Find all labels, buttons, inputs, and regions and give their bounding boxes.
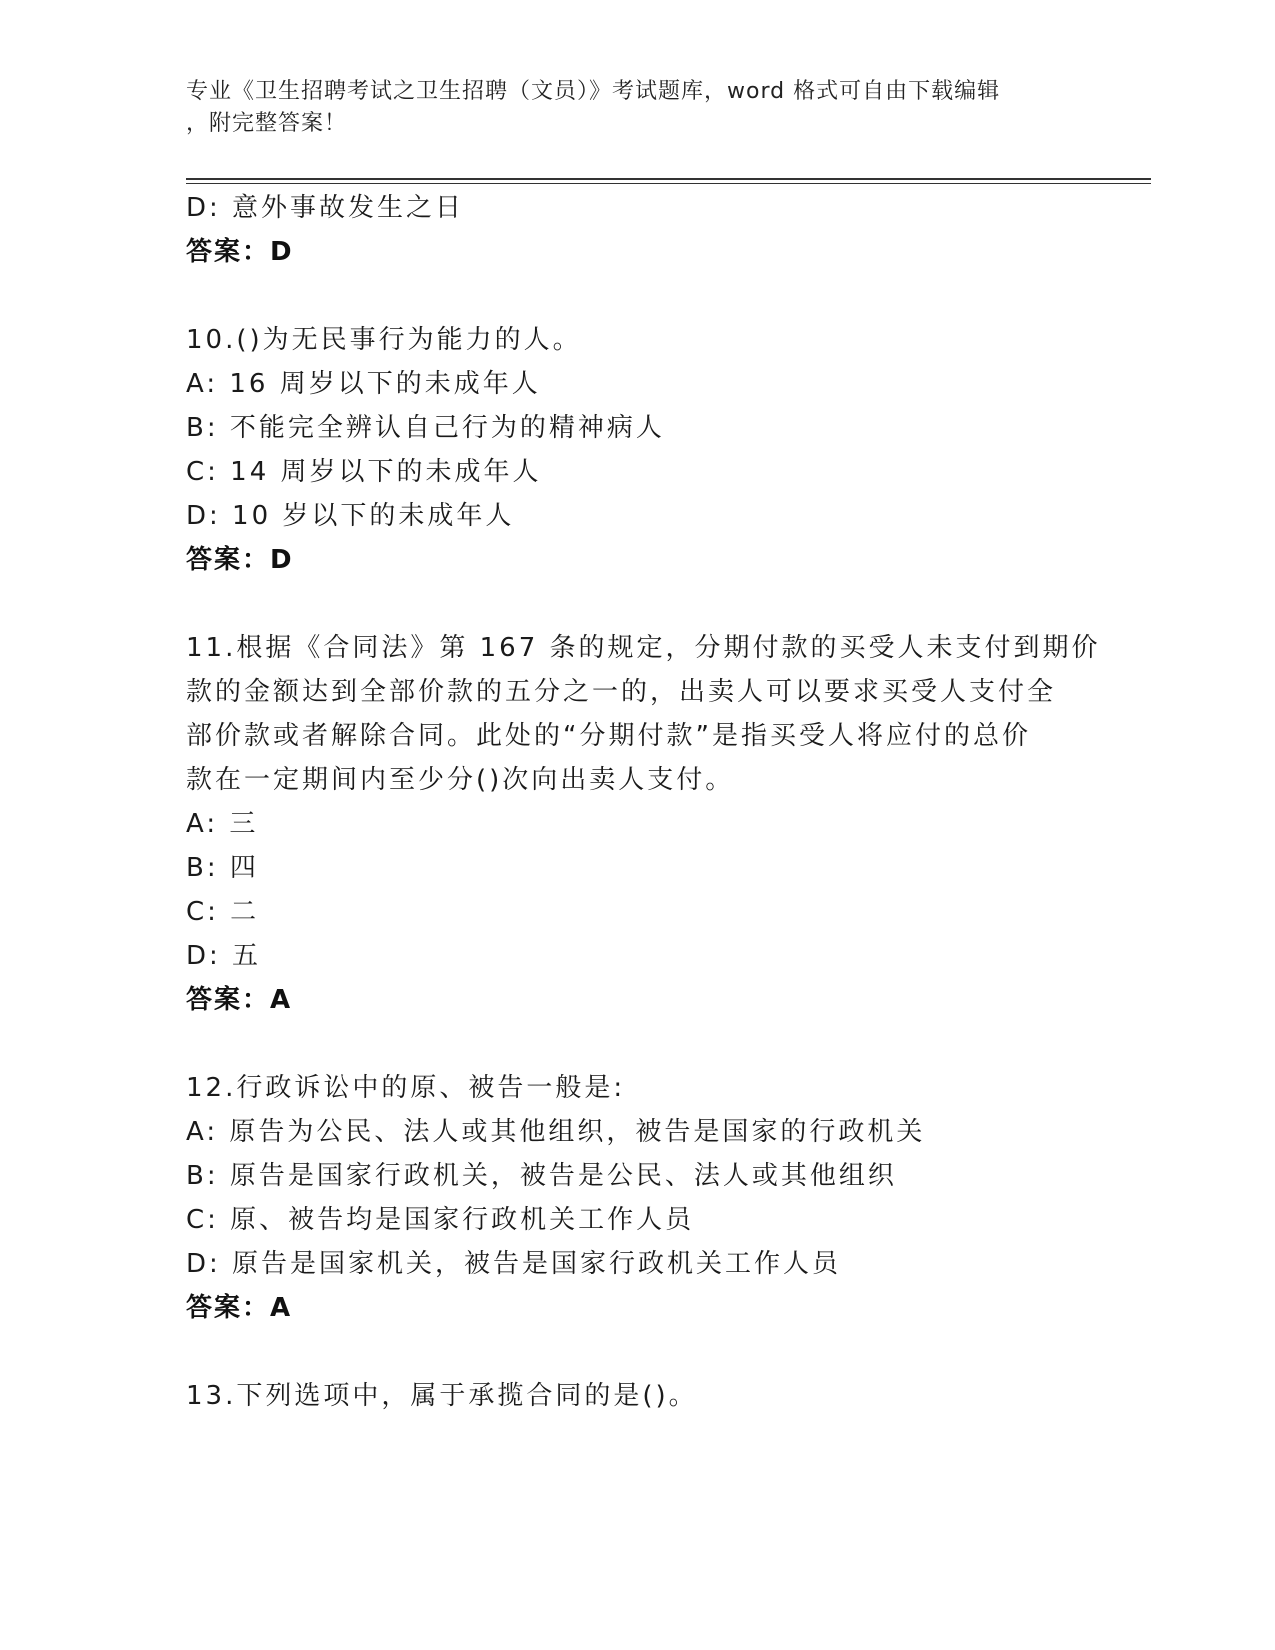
q11-option-d: D: 五 — [186, 941, 262, 971]
q11-stem-line-4: 款在一定期间内至少分()次向出卖人支付。 — [186, 765, 735, 795]
q11-answer: 答案：A — [186, 985, 293, 1015]
q10-option-c: C: 14 周岁以下的未成年人 — [186, 457, 542, 487]
q12-option-b: B: 原告是国家行政机关，被告是公民、法人或其他组织 — [186, 1161, 897, 1191]
q11-stem-line-3: 部价款或者解除合同。此处的“分期付款”是指买受人将应付的总价 — [186, 721, 1031, 751]
q12-option-d: D: 原告是国家机关，被告是国家行政机关工作人员 — [186, 1249, 842, 1279]
header-line-1: 专业《卫生招聘考试之卫生招聘（文员）》考试题库，word 格式可自由下载编辑 — [186, 79, 1001, 104]
header-line-2: ，附完整答案！ — [186, 111, 348, 136]
q10-option-b: B: 不能完全辨认自己行为的精神病人 — [186, 413, 665, 443]
q11-option-b: B: 四 — [186, 853, 259, 883]
q11-stem-line-2: 款的金额达到全部价款的五分之一的，出卖人可以要求买受人支付全 — [186, 677, 1057, 707]
q9-answer: 答案：D — [186, 237, 294, 267]
q10-option-d: D: 10 岁以下的未成年人 — [186, 501, 515, 531]
q13-stem: 13.下列选项中，属于承揽合同的是()。 — [186, 1381, 698, 1411]
q11-stem-line-1: 11.根据《合同法》第 167 条的规定，分期付款的买受人未支付到期价 — [186, 633, 1101, 663]
q11-option-a: A: 三 — [186, 809, 259, 839]
q12-answer: 答案：A — [186, 1293, 293, 1323]
q12-option-a: A: 原告为公民、法人或其他组织，被告是国家的行政机关 — [186, 1117, 926, 1147]
q10-stem: 10.()为无民事行为能力的人。 — [186, 325, 582, 355]
header-rule-thick — [186, 178, 1151, 180]
q10-answer: 答案：D — [186, 545, 294, 575]
page-header — [186, 76, 1066, 140]
q11-option-c: C: 二 — [186, 897, 260, 927]
header-rule-thin — [186, 183, 1151, 184]
q12-stem: 12.行政诉讼中的原、被告一般是: — [186, 1073, 626, 1103]
q10-option-a: A: 16 周岁以下的未成年人 — [186, 369, 541, 399]
q12-option-c: C: 原、被告均是国家行政机关工作人员 — [186, 1205, 695, 1235]
q9-option-d: D: 意外事故发生之日 — [186, 193, 465, 223]
